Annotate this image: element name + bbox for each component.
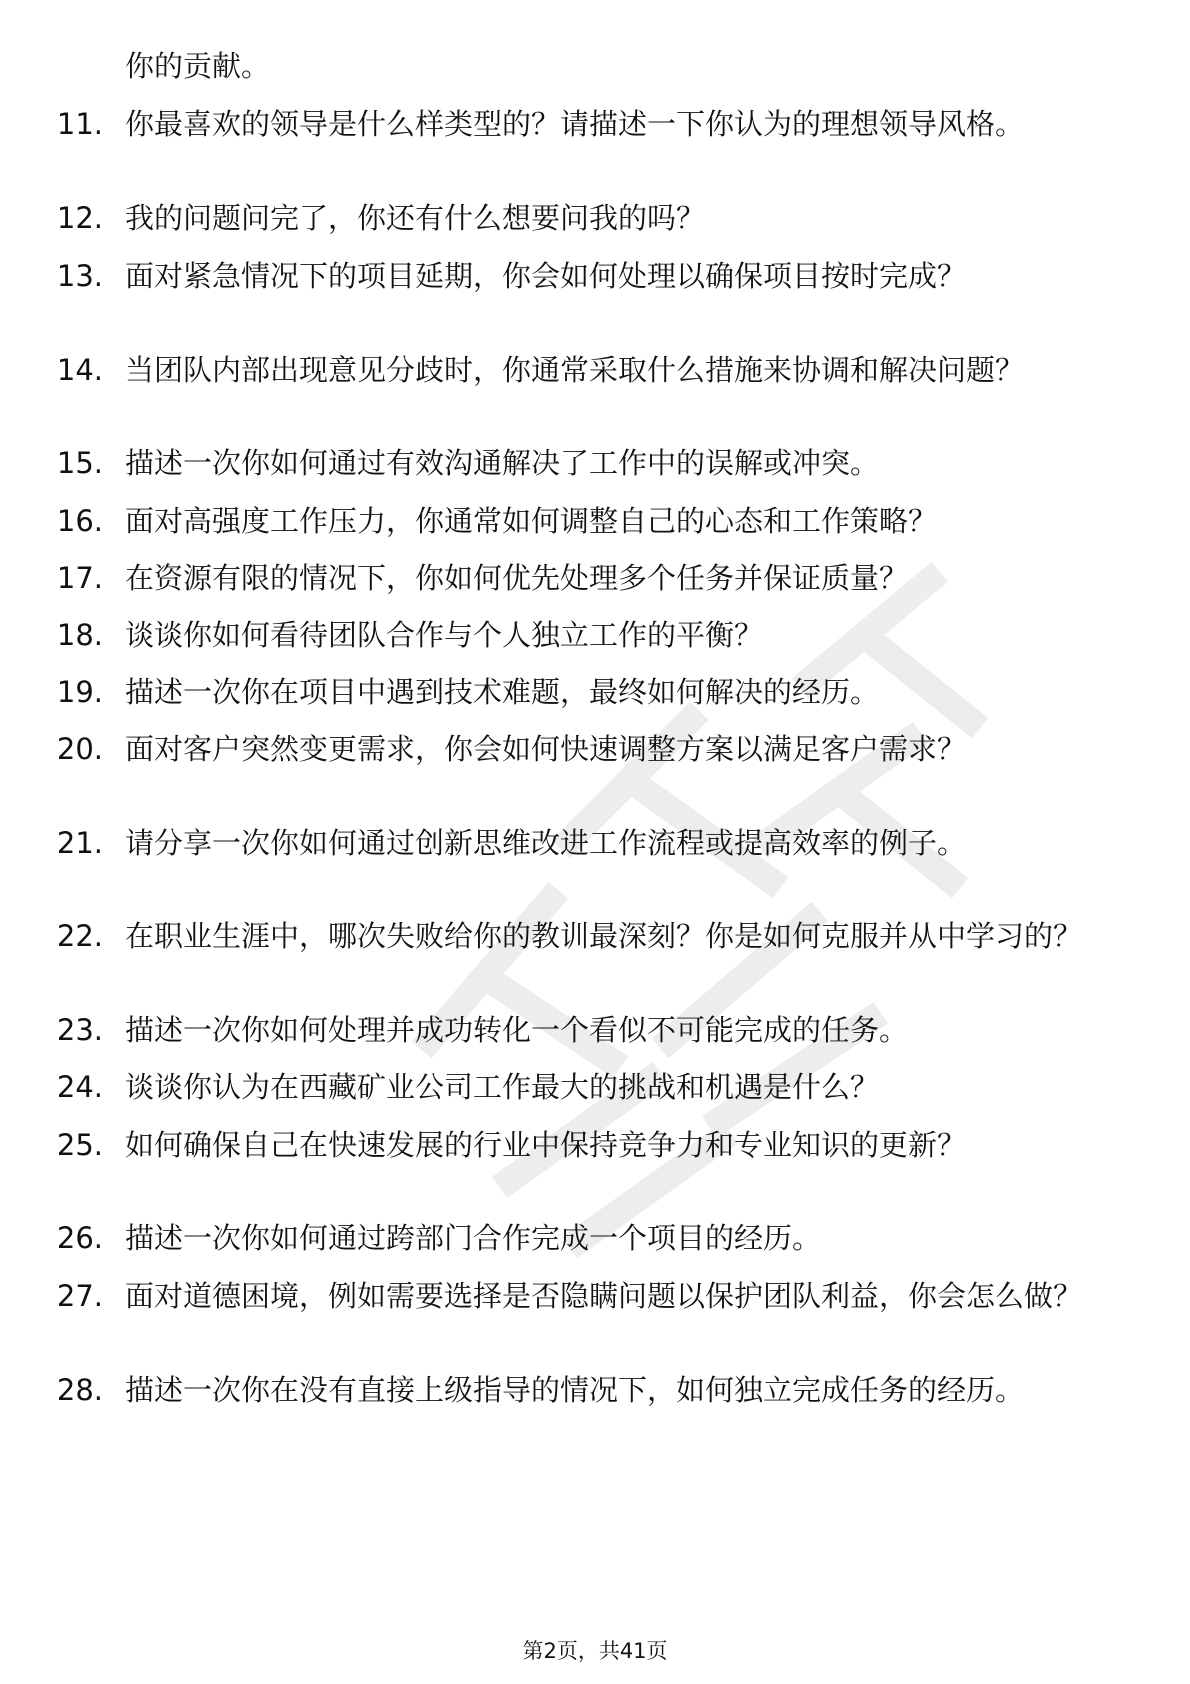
continuation-text: 你的贡献。 — [125, 49, 271, 83]
question-number: 24. — [56, 1070, 103, 1104]
question-text: 谈谈你认为在西藏矿业公司工作最大的挑战和机遇是什么？ — [125, 1070, 880, 1104]
list-item — [0, 1012, 1190, 1049]
question-number: 27. — [56, 1279, 103, 1313]
question-number: 18. — [56, 618, 103, 652]
question-text: 面对客户突然变更需求，你会如何快速调整方案以满足客户需求？ — [125, 732, 967, 766]
question-number: 21. — [56, 826, 103, 860]
list-item — [0, 258, 1190, 332]
list-item — [0, 674, 1190, 711]
question-number: 25. — [56, 1128, 103, 1162]
list-item — [0, 918, 1190, 992]
question-text: 描述一次你如何处理并成功转化一个看似不可能完成的任务。 — [125, 1013, 909, 1047]
question-text: 描述一次你在没有直接上级指导的情况下，如何独立完成任务的经历。 — [125, 1373, 1025, 1407]
question-number: 16. — [56, 504, 103, 538]
question-text: 你最喜欢的领导是什么样类型的？请描述一下你认为的理想领导风格。 — [125, 107, 1025, 141]
question-number: 14. — [56, 353, 103, 387]
list-item — [0, 825, 1190, 899]
question-number: 22. — [56, 919, 103, 953]
question-text: 谈谈你如何看待团队合作与个人独立工作的平衡？ — [125, 618, 764, 652]
list-item — [0, 731, 1190, 805]
question-text: 当团队内部出现意见分歧时，你通常采取什么措施来协调和解决问题？ — [125, 353, 1025, 387]
question-text: 在职业生涯中，哪次失败给你的教训最深刻？你是如何克服并从中学习的？ — [125, 919, 1083, 953]
list-item — [0, 560, 1190, 597]
question-number: 13. — [56, 259, 103, 293]
question-number: 12. — [56, 201, 103, 235]
list-item — [0, 1372, 1190, 1446]
question-number: 20. — [56, 732, 103, 766]
question-number: 23. — [56, 1013, 103, 1047]
question-text: 请分享一次你如何通过创新思维改进工作流程或提高效率的例子。 — [125, 826, 967, 860]
list-item — [0, 200, 1190, 237]
question-text: 面对高强度工作压力，你通常如何调整自己的心态和工作策略？ — [125, 504, 938, 538]
question-text: 面对紧急情况下的项目延期，你会如何处理以确保项目按时完成？ — [125, 259, 967, 293]
question-number: 11. — [56, 107, 103, 141]
question-number: 15. — [56, 446, 103, 480]
page-footer: 第2页，共41页 — [522, 1639, 668, 1663]
question-text: 描述一次你在项目中遇到技术难题，最终如何解决的经历。 — [125, 675, 880, 709]
list-item — [0, 445, 1190, 482]
list-item — [0, 1278, 1190, 1352]
list-item — [0, 352, 1190, 426]
question-text: 描述一次你如何通过有效沟通解决了工作中的误解或冲突。 — [125, 446, 880, 480]
question-number: 17. — [56, 561, 103, 595]
list-item — [0, 1127, 1190, 1201]
question-text: 在资源有限的情况下，你如何优先处理多个任务并保证质量？ — [125, 561, 909, 595]
question-number: 26. — [56, 1221, 103, 1255]
list-item — [0, 503, 1190, 540]
list-item — [0, 1069, 1190, 1106]
list-item — [0, 106, 1190, 180]
question-text: 如何确保自己在快速发展的行业中保持竞争力和专业知识的更新？ — [125, 1128, 967, 1162]
question-text: 我的问题问完了，你还有什么想要问我的吗？ — [125, 201, 706, 235]
list-item — [0, 617, 1190, 654]
question-number: 28. — [56, 1373, 103, 1407]
question-number: 19. — [56, 675, 103, 709]
list-item — [0, 1220, 1190, 1257]
question-text: 描述一次你如何通过跨部门合作完成一个项目的经历。 — [125, 1221, 822, 1255]
question-text: 面对道德困境，例如需要选择是否隐瞒问题以保护团队利益，你会怎么做？ — [125, 1279, 1083, 1313]
